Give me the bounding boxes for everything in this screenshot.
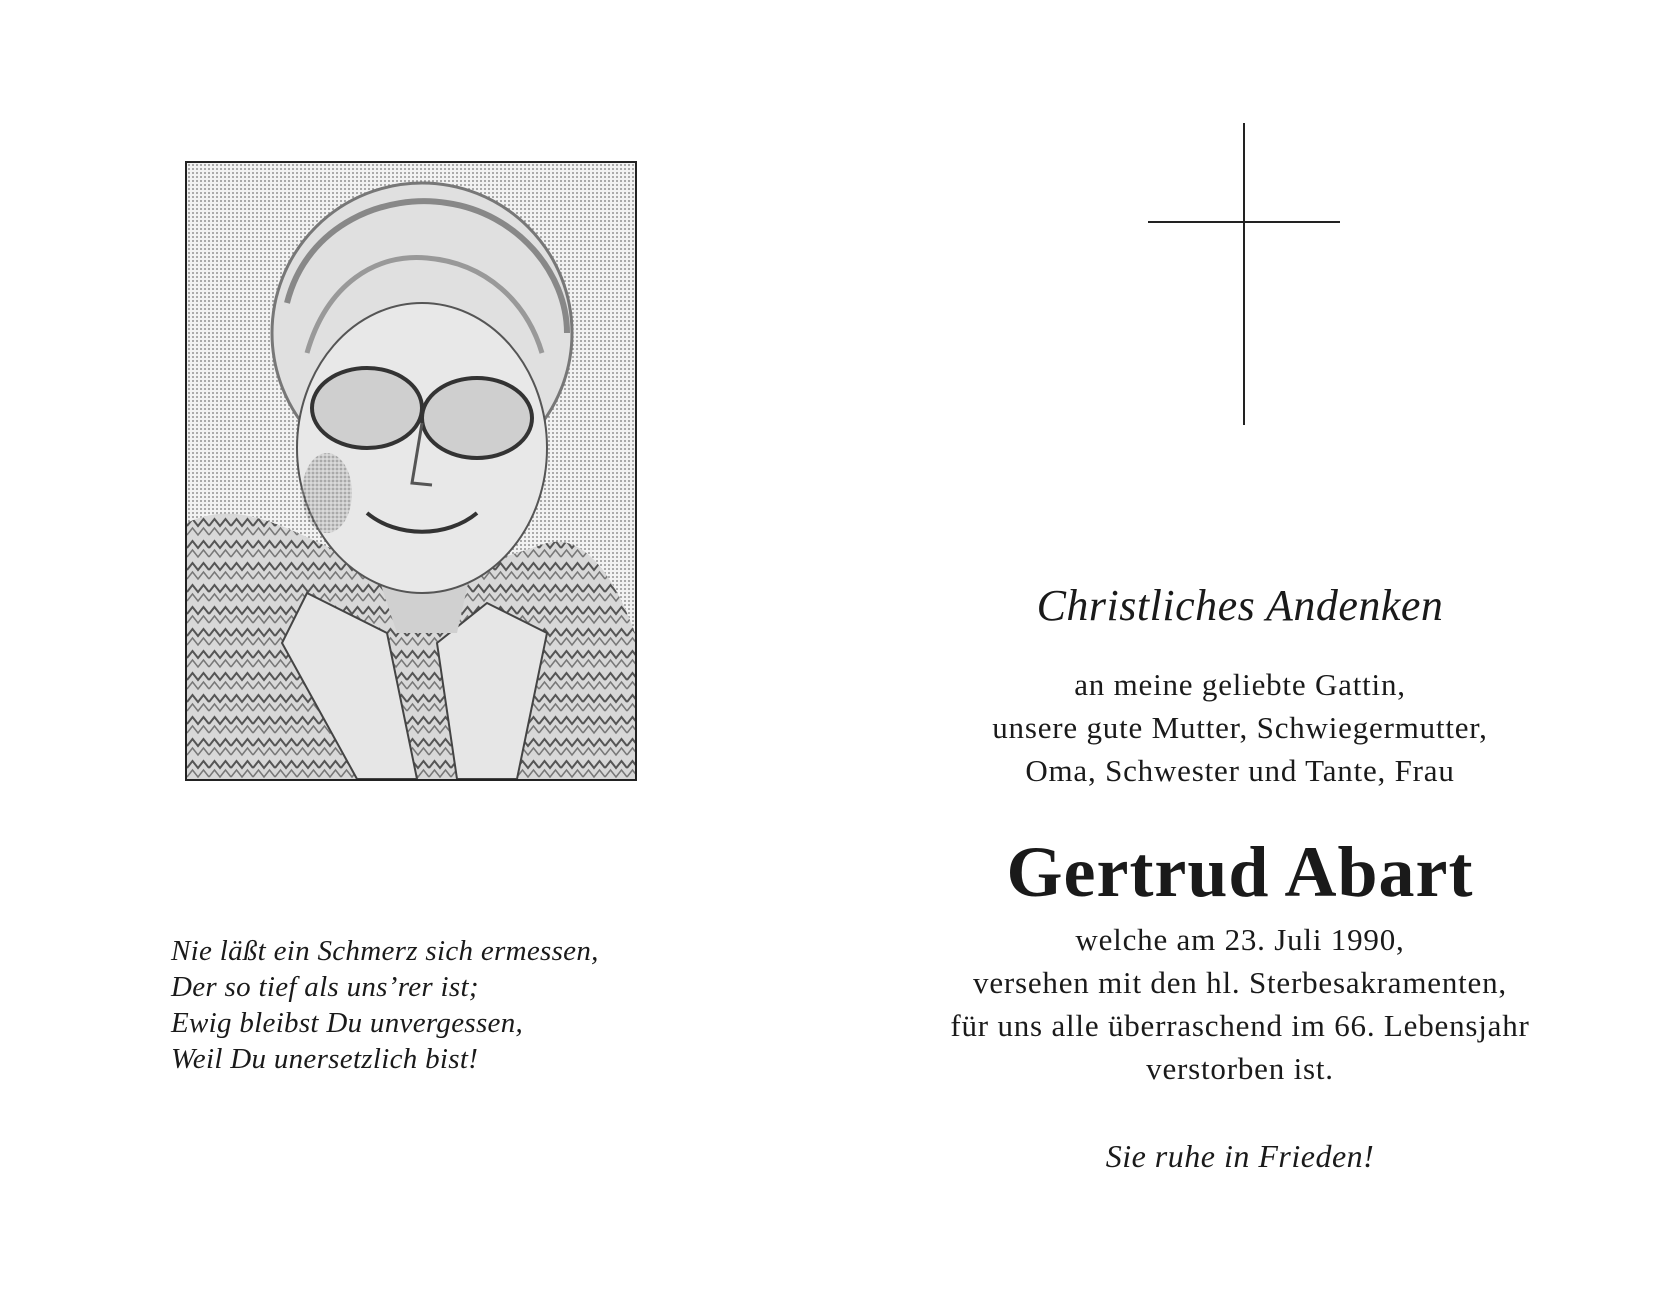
- cross-vertical-bar: [1243, 123, 1245, 425]
- cross-icon: [1148, 123, 1340, 425]
- closing-blessing: Sie ruhe in Frieden!: [1105, 1138, 1375, 1174]
- deceased-name: Gertrud Abart: [1006, 832, 1474, 912]
- intro-line: an meine geliebte Gattin,: [1074, 667, 1406, 702]
- details-line: versehen mit den hl. Sterbesakramenten,: [973, 965, 1507, 1000]
- poem-line: Ewig bleibst Du unvergessen,: [171, 1007, 524, 1039]
- details-line: verstorben ist.: [1146, 1051, 1334, 1086]
- cross-horizontal-bar: [1148, 221, 1340, 223]
- portrait-photo: [185, 161, 637, 781]
- details-line: welche am 23. Juli 1990,: [1075, 922, 1405, 957]
- memorial-heading: Christliches Andenken: [1036, 581, 1444, 630]
- memorial-poem: [171, 933, 731, 1077]
- poem-line: Der so tief als uns’rer ist;: [171, 971, 479, 1003]
- details-line: für uns alle überraschend im 66. Lebensjahr: [950, 1008, 1530, 1043]
- intro-line: Oma, Schwester und Tante, Frau: [1025, 753, 1455, 788]
- intro-line: unsere gute Mutter, Schwiegermutter,: [992, 710, 1488, 745]
- details-text: [880, 918, 1600, 1090]
- intro-text: [880, 663, 1600, 792]
- poem-line: Nie läßt ein Schmerz sich ermessen,: [171, 935, 599, 967]
- poem-line: Weil Du unersetzlich bist!: [171, 1043, 479, 1075]
